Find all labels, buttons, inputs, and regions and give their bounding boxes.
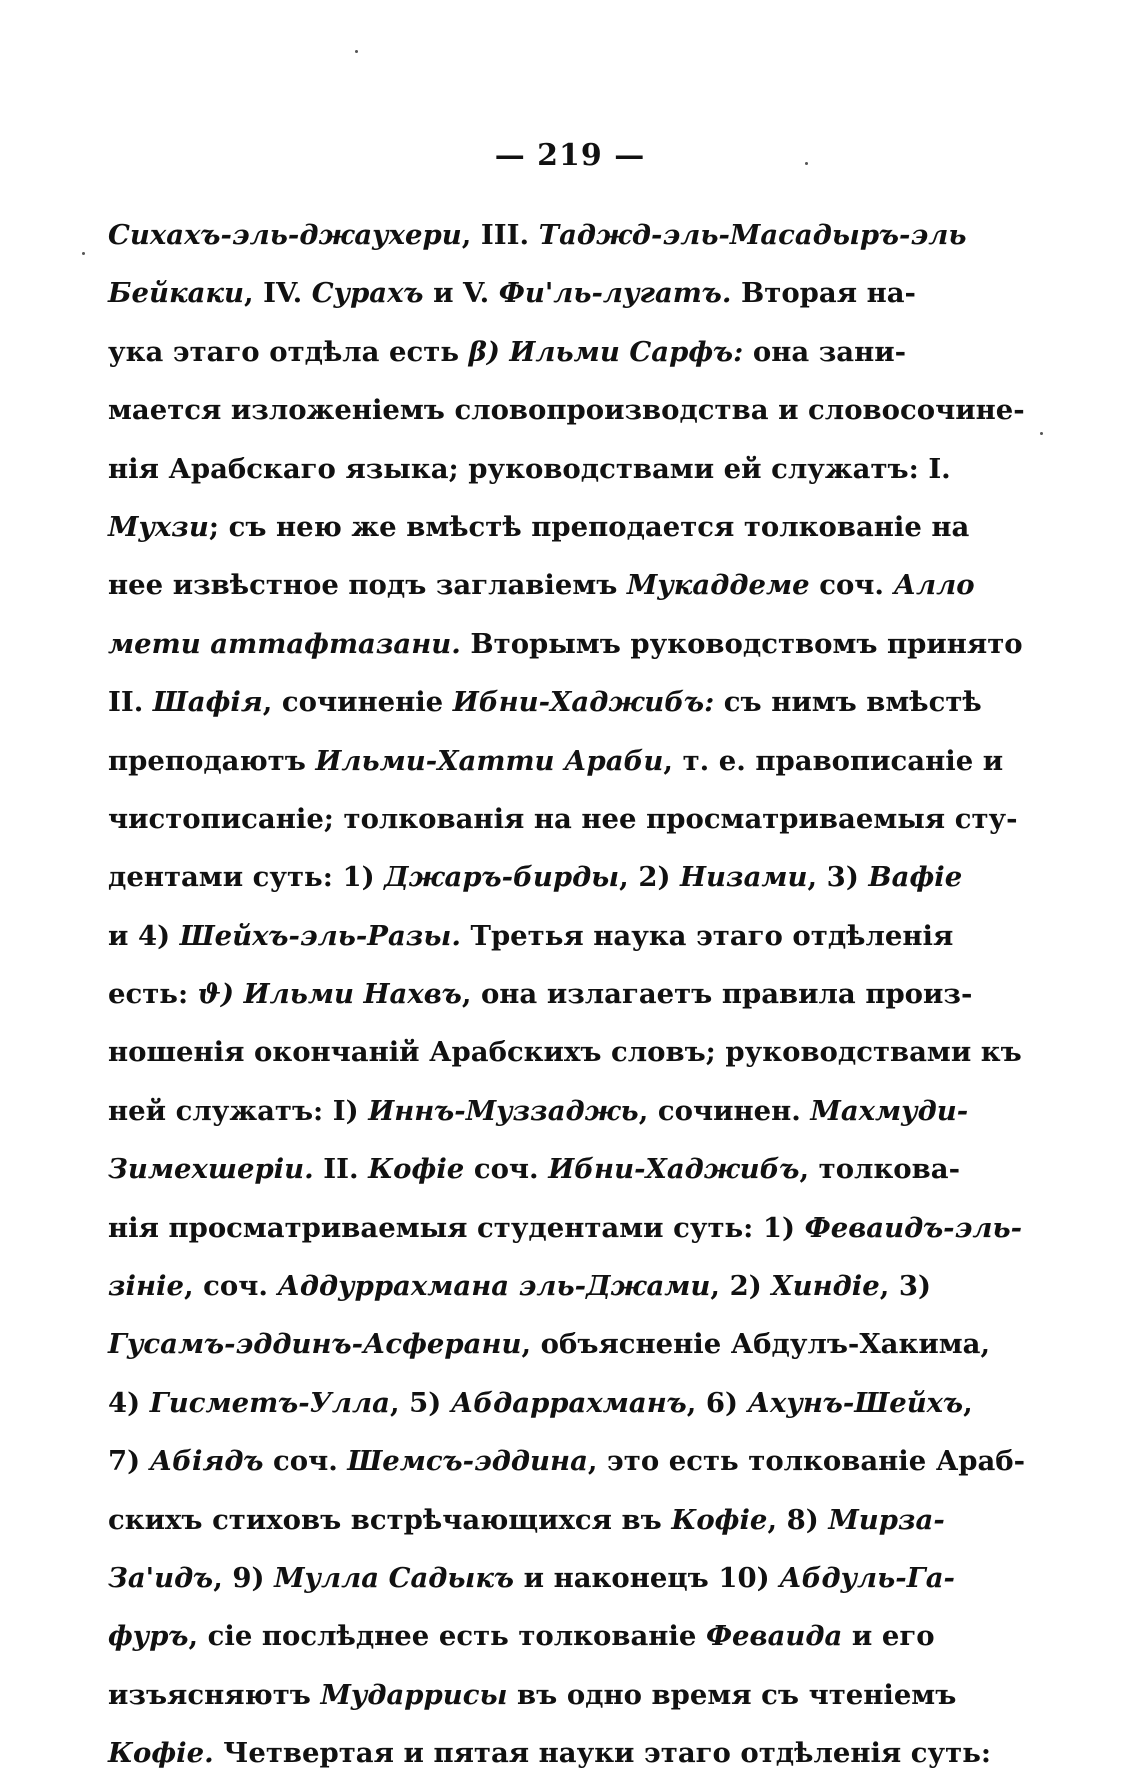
italic-term: фуръ [108,1620,189,1653]
italic-term: Шейхъ-эль-Разы. [179,919,461,952]
text-line [108,556,975,614]
italic-term: Гисметъ-Улла [149,1386,390,1419]
text-run: , 2) [710,1270,772,1303]
italic-term: Абдуль-Га- [779,1561,955,1594]
paper-speck [1040,432,1043,435]
italic-term: Махмуди- [810,1094,969,1127]
italic-term: Таджд-эль-Масадыръ-эль [538,219,967,251]
text-run: , сочиненіе [262,686,453,719]
text-run: , т. е. правописаніе и [663,744,1004,777]
italic-term: Мухзи [108,510,209,543]
text-run: , 6) [686,1386,748,1419]
italic-term: Низами [680,861,808,894]
body-text [108,206,1026,1783]
text-run: мается изложеніемъ словопроизводства и словосочине- [108,394,1025,427]
paper-speck [82,252,85,255]
text-line [108,381,1025,439]
text-run: соч. [263,1445,348,1478]
paper-speck [355,50,358,53]
text-line [108,1082,969,1140]
text-run: и 4) [108,919,180,952]
text-run: , [963,1386,973,1419]
text-run: II. [313,1153,369,1186]
text-run: дентами суть: 1) [108,861,385,894]
text-run: 7) [108,1445,150,1478]
text-run: , она излагаетъ правила произ- [461,978,973,1011]
italic-term: Шемсъ-эддина [347,1445,588,1478]
text-run: есть: [108,978,198,1011]
text-line [108,1374,973,1432]
text-line [108,1023,1022,1081]
text-run: Вторая на- [731,277,916,310]
text-run: , соч. [184,1270,278,1303]
text-run: ; съ нею же вмѣстѣ преподается толкованіе на [208,510,970,543]
text-run: чистописаніе; толкованія на нее просматриваемыя сту- [108,802,1018,835]
text-line [108,323,907,381]
text-run: , 9) [213,1561,275,1594]
italic-term: мети аттафтазани. [108,627,461,660]
italic-term: Ибни-Хаджибъ [548,1153,800,1186]
text-line [108,790,1018,848]
text-run: и наконецъ 10) [514,1561,780,1594]
text-line [108,907,954,965]
text-line [108,1199,1023,1257]
text-run: соч. [464,1153,549,1186]
text-run: , III. [461,219,539,251]
text-line [108,1666,957,1724]
text-line [108,673,982,731]
text-run: , 3) [879,1270,932,1303]
italic-term: Фи'ль-лугатъ. [498,277,732,310]
italic-term: Гусамъ-эддинъ-Асферани [108,1328,522,1361]
text-line [108,440,951,498]
italic-term: β) Ильми Сарфъ: [468,335,744,368]
italic-term: Аддуррахмана эль-Джами [277,1270,711,1303]
text-line [108,206,967,264]
text-run: 4) [108,1386,150,1419]
italic-term: Вафіе [868,861,963,894]
italic-term: Хиндіе [771,1270,880,1303]
italic-term: Бейкаки [108,277,245,310]
italic-term: Сурахъ [311,277,424,310]
text-run: нія Арабскаго языка; руководствами ей служатъ: I. [108,452,951,485]
italic-term: Абіядъ [149,1445,264,1478]
text-run: скихъ стиховъ встрѣчающихся въ [108,1503,672,1536]
text-run: Четвертая и пятая науки этаго отдѣленія суть: [213,1737,992,1770]
text-run: Третья наука этаго отдѣленія [460,919,954,952]
text-run: Вторымъ руководствомъ принято [460,627,1023,660]
italic-term: Зимехшеріи. [108,1153,314,1186]
text-run: нія просматриваемыя студентами суть: 1) [108,1211,805,1244]
text-run: , сіе послѣднее есть толкованіе [188,1620,706,1653]
page-number: — 219 — [494,138,646,173]
text-run: , это есть толкованіе Араб- [587,1445,1026,1478]
text-line [108,732,1004,790]
text-run: ней служатъ: I) [108,1094,369,1127]
italic-term: Мирза- [828,1503,945,1536]
italic-term: Мулла Садыкъ [274,1561,515,1594]
text-run: II. [108,686,153,719]
text-line [108,498,970,556]
text-run: преподаютъ [108,744,316,777]
italic-term: Кофіе [368,1153,465,1186]
text-run: нее извѣстное подъ заглавіемъ [108,569,627,602]
italic-term: Феваидъ-эль- [804,1211,1023,1244]
italic-term: Абдаррахманъ [450,1386,687,1419]
italic-term: ϑ) Ильми Нахвъ [197,978,462,1011]
text-line [108,1315,991,1373]
text-line [108,1607,935,1665]
text-line [108,1491,945,1549]
text-run: въ одно время съ чтеніемъ [507,1678,957,1711]
text-run: , 2) [619,861,681,894]
italic-term: Кофіе [671,1503,768,1536]
text-line [108,965,973,1023]
text-run: , сочинен. [638,1094,811,1127]
text-run: соч. [809,569,894,602]
text-run: изъясняютъ [108,1678,321,1711]
italic-term: Ибни-Хаджибъ: [452,686,715,719]
italic-term: Мукаддеме [626,569,810,602]
text-line [108,1257,932,1315]
text-run: , объясненіе Абдулъ-Хакима, [521,1328,991,1361]
text-run: , 5) [390,1386,451,1419]
text-line [108,1432,1026,1490]
italic-term: Ильми-Хатти Араби [315,744,664,777]
text-run: ношенія окончаній Арабскихъ словъ; руководствами къ [108,1036,1022,1069]
italic-term: зініе [108,1270,184,1303]
text-line [108,1549,955,1607]
italic-term: Ахунъ-Шейхъ [747,1386,964,1419]
italic-term: Алло [893,569,975,602]
text-line [108,264,916,322]
italic-term: Феваида [705,1620,843,1653]
italic-term: Джаръ-бирды [384,861,620,894]
italic-term: За'идъ [108,1561,214,1594]
italic-term: Мударрисы [320,1678,508,1711]
italic-term: Кофіе. [108,1737,214,1770]
italic-term: Иннъ-Муззаджь [368,1094,639,1127]
text-line [108,1140,960,1198]
text-run: съ нимъ вмѣстѣ [714,686,982,719]
text-run: и его [842,1620,935,1653]
text-line [108,1724,992,1782]
italic-term: Шафія [152,686,263,719]
text-run: и V. [423,277,499,310]
text-run: , IV. [244,277,312,310]
text-run: , 3) [807,861,869,894]
text-run: ука этаго отдѣла есть [108,335,469,368]
text-line [108,615,1023,673]
text-run: она зани- [743,335,907,368]
text-run: , толкова- [799,1153,960,1186]
text-line [108,848,963,906]
text-run: , 8) [767,1503,829,1536]
italic-term: Сихахъ-эль-джаухери [108,219,462,251]
